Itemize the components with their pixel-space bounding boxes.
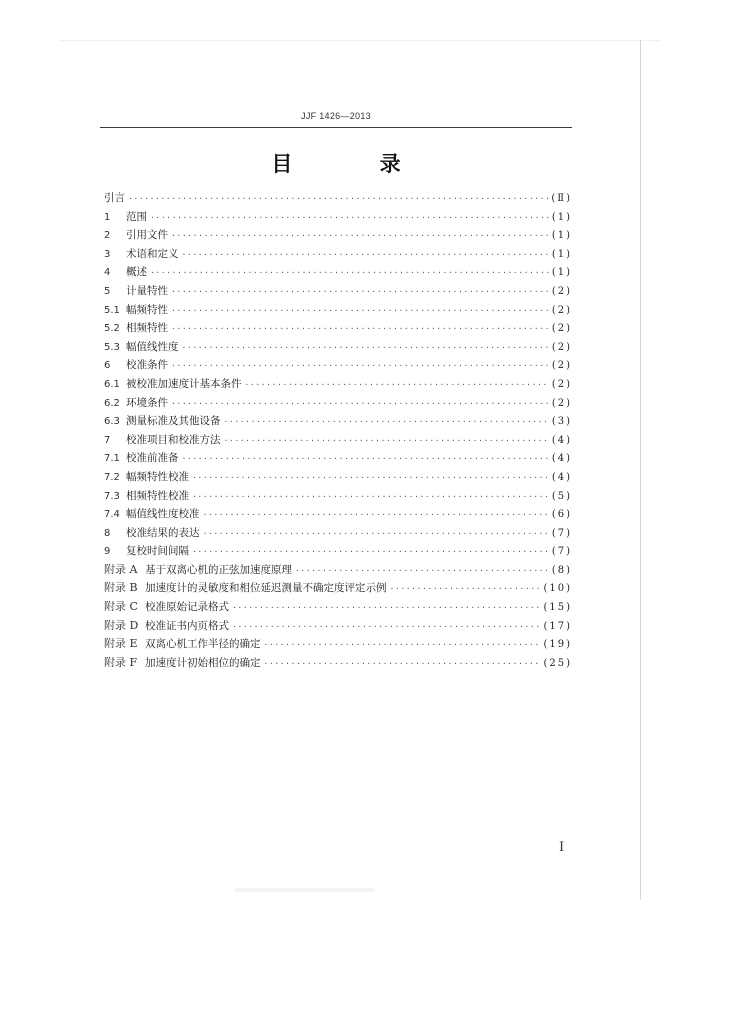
standard-code-header: JJF 1426—2013 xyxy=(301,111,371,121)
toc-entry xyxy=(104,375,572,394)
toc-entry-page: (17) xyxy=(543,620,572,632)
toc-entry-number: 7.1 xyxy=(104,453,120,465)
dot-leader xyxy=(232,618,540,637)
toc-entry xyxy=(104,301,572,320)
toc-entry-number: 5.1 xyxy=(104,304,120,316)
toc-entry xyxy=(104,561,572,580)
toc-entry-page: (2) xyxy=(551,341,572,353)
page-title: 目 录 xyxy=(271,152,441,176)
toc-entry-title: 校准结果的表达 xyxy=(126,526,200,539)
toc-entry-page: (1) xyxy=(551,267,572,279)
dot-leader xyxy=(192,488,549,507)
toc-entry-page: (8) xyxy=(551,564,572,576)
dot-leader xyxy=(232,599,540,618)
toc-entry-page: (4) xyxy=(551,434,572,446)
toc-entry-title: 复校时间间隔 xyxy=(126,545,189,558)
toc-entry-number: 7.2 xyxy=(104,471,120,483)
toc-entry-number: 附录 D xyxy=(104,618,139,632)
dot-leader xyxy=(203,525,549,544)
page-number: I xyxy=(559,840,565,855)
dot-leader xyxy=(295,562,549,581)
toc-entry-page: (3) xyxy=(551,416,572,428)
toc-entry xyxy=(104,487,572,506)
toc-entry-title: 术语和定义 xyxy=(126,247,179,260)
toc-entry-number: 附录 E xyxy=(104,637,138,651)
toc-entry-page: (6) xyxy=(551,509,572,521)
dot-leader xyxy=(182,450,549,469)
toc-entry-title: 计量特性 xyxy=(126,284,168,297)
toc-entry-page: (4) xyxy=(551,471,572,483)
dot-leader xyxy=(128,190,548,209)
dot-leader xyxy=(245,376,549,395)
toc-entry-title: 校准项目和校准方法 xyxy=(126,433,221,446)
toc-entry-page: (1) xyxy=(551,211,572,223)
toc-entry-page: (5) xyxy=(551,490,572,502)
toc-entry-title: 引用文件 xyxy=(126,229,168,242)
toc-entry-number: 7 xyxy=(104,434,111,446)
toc-entry-title: 加速度计初始相位的确定 xyxy=(145,656,261,669)
toc-entry-page: (2) xyxy=(551,323,572,335)
scan-edge-top xyxy=(60,40,660,41)
toc-entry xyxy=(104,356,572,375)
toc-entry-page: (1) xyxy=(551,230,572,242)
table-of-contents xyxy=(104,189,572,672)
toc-entry-page: (7) xyxy=(551,527,572,539)
toc-entry xyxy=(104,263,572,282)
toc-entry-number: 7.4 xyxy=(104,509,120,521)
toc-entry-page: (Ⅱ) xyxy=(551,193,572,204)
toc-entry xyxy=(104,208,572,227)
toc-entry-page: (2) xyxy=(551,397,572,409)
toc-entry-number: 5.2 xyxy=(104,323,120,335)
toc-entry-number: 8 xyxy=(104,527,111,539)
dot-leader xyxy=(192,543,549,562)
toc-entry xyxy=(104,412,572,431)
toc-entry-page: (7) xyxy=(551,546,572,558)
toc-entry-number: 6.1 xyxy=(104,378,120,390)
toc-entry-title: 基于双离心机的正弦加速度原理 xyxy=(145,563,292,576)
dot-leader xyxy=(203,506,549,525)
dot-leader xyxy=(264,655,541,674)
toc-entry-number: 附录 F xyxy=(104,655,138,669)
dot-leader xyxy=(390,580,541,599)
toc-entry xyxy=(104,319,572,338)
toc-entry-page: (2) xyxy=(551,360,572,372)
dot-leader xyxy=(171,227,549,246)
dot-leader xyxy=(171,357,549,376)
toc-entry-page: (25) xyxy=(543,657,572,669)
toc-entry xyxy=(104,226,572,245)
toc-entry-title: 校准原始记录格式 xyxy=(145,601,229,614)
toc-entry-title: 加速度计的灵敏度和相位延迟测量不确定度评定示例 xyxy=(145,582,387,595)
toc-entry-number: 4 xyxy=(104,267,111,279)
dot-leader xyxy=(171,395,549,414)
dot-leader xyxy=(150,209,549,228)
toc-entry xyxy=(104,505,572,524)
toc-entry xyxy=(104,189,572,208)
toc-entry xyxy=(104,579,572,598)
toc-entry-page: (1) xyxy=(551,248,572,260)
dot-leader xyxy=(171,283,549,302)
toc-entry-page: (4) xyxy=(551,453,572,465)
toc-entry xyxy=(104,654,572,673)
toc-entry-number: 7.3 xyxy=(104,490,120,502)
toc-entry-page: (15) xyxy=(543,602,572,614)
toc-entry-number: 9 xyxy=(104,546,111,558)
toc-entry-page: (2) xyxy=(551,304,572,316)
header-rule xyxy=(100,127,572,128)
toc-entry-page: (2) xyxy=(551,285,572,297)
toc-entry-title: 被校准加速度计基本条件 xyxy=(126,377,242,390)
toc-entry-page: (2) xyxy=(551,378,572,390)
toc-entry-title: 幅频特性 xyxy=(126,303,168,316)
toc-entry xyxy=(104,542,572,561)
toc-entry-number: 5.3 xyxy=(104,341,120,353)
toc-entry xyxy=(104,617,572,636)
toc-entry-title: 相频特性 xyxy=(126,322,168,335)
toc-entry xyxy=(104,524,572,543)
dot-leader xyxy=(182,339,549,358)
toc-entry-title: 范围 xyxy=(126,210,147,223)
toc-entry-page: (10) xyxy=(543,583,572,595)
toc-entry xyxy=(104,635,572,654)
toc-entry-title: 校准证书内页格式 xyxy=(145,619,229,632)
toc-entry xyxy=(104,282,572,301)
dot-leader xyxy=(224,413,549,432)
toc-entry xyxy=(104,394,572,413)
toc-entry-number: 2 xyxy=(104,230,111,242)
toc-entry-number: 附录 C xyxy=(104,600,138,614)
toc-entry-title: 幅值线性度校准 xyxy=(126,508,200,521)
toc-entry-title: 校准条件 xyxy=(126,359,168,372)
toc-entry-title: 双离心机工作半径的确定 xyxy=(145,638,261,651)
toc-entry-number: 1 xyxy=(104,211,111,223)
dot-leader xyxy=(150,264,549,283)
toc-entry-number: 5 xyxy=(104,285,111,297)
toc-entry-page: (19) xyxy=(543,639,572,651)
toc-entry-title: 幅值线性度 xyxy=(126,340,179,353)
toc-entry-title: 环境条件 xyxy=(126,396,168,409)
toc-entry xyxy=(104,598,572,617)
toc-entry xyxy=(104,338,572,357)
toc-entry-title: 幅频特性校准 xyxy=(126,470,189,483)
toc-entry-number: 附录 A xyxy=(104,562,138,576)
scan-edge-right xyxy=(640,40,641,900)
toc-entry-number: 6.3 xyxy=(104,416,120,428)
toc-entry-number: 6.2 xyxy=(104,397,120,409)
toc-entry-number: 6 xyxy=(104,360,111,372)
toc-entry xyxy=(104,449,572,468)
dot-leader xyxy=(182,246,549,265)
scan-artifact xyxy=(235,888,375,892)
dot-leader xyxy=(264,636,541,655)
toc-entry xyxy=(104,468,572,487)
dot-leader xyxy=(171,320,549,339)
dot-leader xyxy=(192,469,549,488)
toc-entry-title: 校准前准备 xyxy=(126,452,179,465)
toc-entry xyxy=(104,431,572,450)
toc-entry-title: 测量标准及其他设备 xyxy=(126,415,221,428)
dot-leader xyxy=(171,302,549,321)
toc-entry-title: 相频特性校准 xyxy=(126,489,189,502)
toc-entry-number: 附录 B xyxy=(104,581,138,595)
toc-entry-number: 3 xyxy=(104,248,111,260)
toc-entry xyxy=(104,245,572,264)
toc-entry-title: 引言 xyxy=(104,192,125,204)
toc-entry-title: 概述 xyxy=(126,266,147,279)
dot-leader xyxy=(224,432,549,451)
